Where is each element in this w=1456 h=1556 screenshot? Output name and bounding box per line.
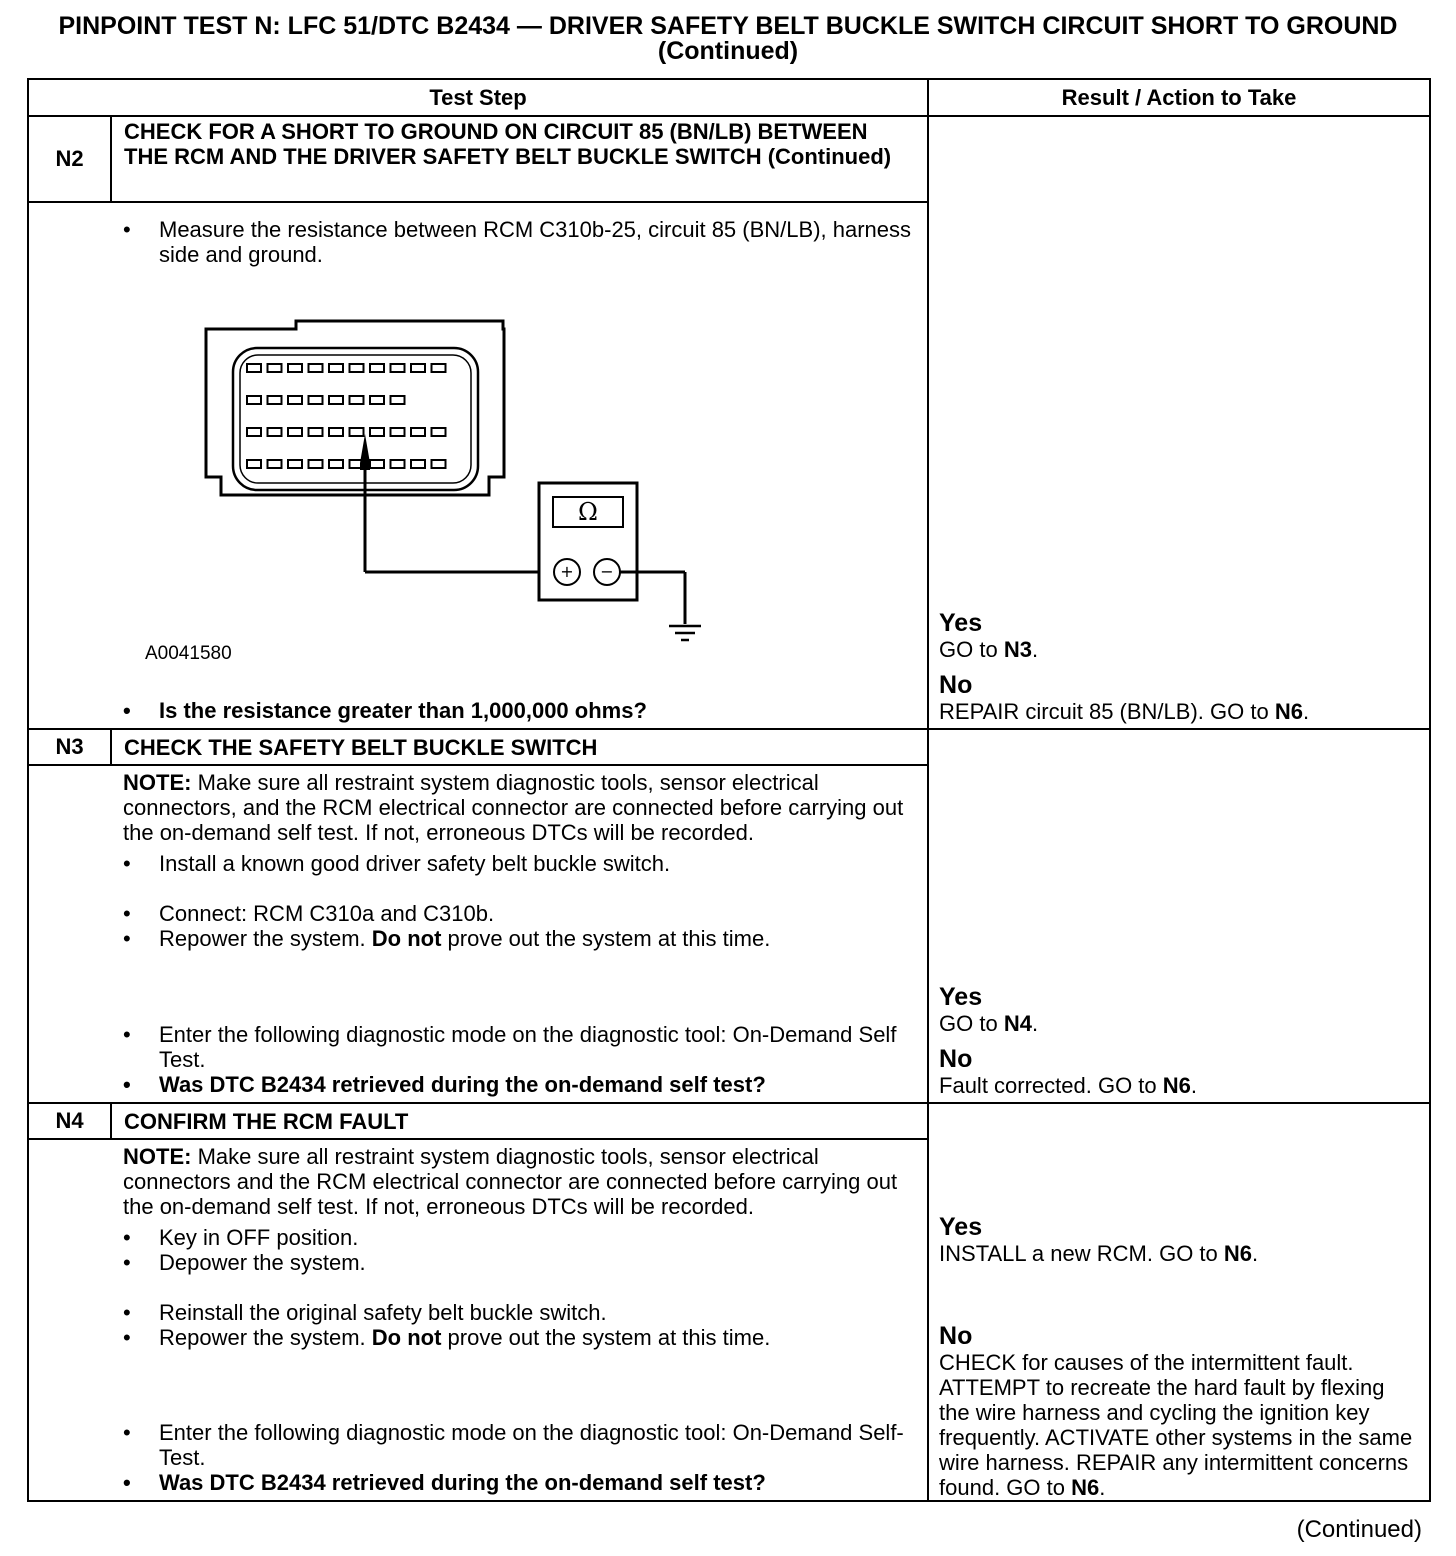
step-bullet: • Connect: RCM C310a and C310b. [123, 901, 915, 926]
pin-cavity [288, 396, 302, 404]
result-yes-action: GO to N4. [939, 1011, 1039, 1036]
step-n2-title-row [28, 116, 1430, 202]
page-title: PINPOINT TEST N: LFC 51/DTC B2434 — DRIVER SAFETY BELT BUCKLE SWITCH CIRCUIT SHORT TO GROUND (Continued) [58, 12, 1398, 65]
step-note: NOTE: Make sure all restraint system diagnostic tools, sensor electrical connectors and the RCM electrical connector are connected before carrying out the on-demand self test. If not, erroneous DTCs will be recorded. [123, 1144, 898, 1219]
pin-cavity [268, 364, 282, 372]
pin-cavity [391, 364, 405, 372]
pin-cavity [370, 364, 384, 372]
pin-cavity [391, 396, 405, 404]
pin-cavity [268, 460, 282, 468]
connector-pins [247, 364, 446, 468]
pin-cavity [370, 428, 384, 436]
pin-cavity [329, 428, 343, 436]
header-test-step: Test Step [28, 79, 928, 116]
pin-cavity [411, 364, 425, 372]
pin-cavity [350, 396, 364, 404]
pin-cavity [288, 460, 302, 468]
table-header-row [28, 79, 1430, 116]
pinpoint-test-table [27, 78, 1431, 1502]
result-yes-label: Yes [939, 1213, 983, 1241]
step-title-n3: CHECK THE SAFETY BELT BUCKLE SWITCH [111, 729, 928, 765]
result-yes-action: INSTALL a new RCM. GO to N6. [939, 1241, 1259, 1266]
step-title-n4: CONFIRM THE RCM FAULT [111, 1103, 928, 1139]
step-bullet: • Reinstall the original safety belt buckle switch. [123, 1300, 915, 1325]
step-number-n3: N3 [28, 729, 111, 765]
pin-cavity [288, 364, 302, 372]
pin-cavity [247, 364, 261, 372]
step-title-n2: CHECK FOR A SHORT TO GROUND ON CIRCUIT 85 (BN/LB) BETWEEN THE RCM AND THE DRIVER SAFETY BELT BUCKLE SWITCH (Continued) [111, 116, 928, 202]
step-body-n4 [111, 1139, 928, 1501]
step-question: • Was DTC B2434 retrieved during the on-demand self test? [123, 1470, 915, 1495]
pin-cavity [247, 396, 261, 404]
step-body-n2 [111, 202, 928, 729]
connector-ohmmeter-diagram [145, 302, 763, 702]
pin-cavity [309, 428, 323, 436]
pin-cavity [432, 460, 446, 468]
header-result-action: Result / Action to Take [928, 79, 1430, 116]
step-body-n3 [111, 765, 928, 1103]
pin-cavity [432, 428, 446, 436]
pin-cavity [247, 428, 261, 436]
pin-cavity [288, 428, 302, 436]
step-number-n4: N4 [28, 1103, 111, 1139]
result-cell-n4 [928, 1103, 1430, 1501]
pin-cavity [391, 460, 405, 468]
step-bullet: • Key in OFF position. [123, 1225, 915, 1250]
step-question: • Is the resistance greater than 1,000,000 ohms? [123, 698, 915, 723]
result-cell-n3 [928, 729, 1430, 1103]
result-no-label: No [939, 1045, 973, 1073]
pin-cavity [309, 460, 323, 468]
step-bullet: • Depower the system. [123, 1250, 915, 1275]
step-bullet: • Repower the system. Do not prove out the system at this time. [123, 926, 915, 951]
pin-cavity [309, 396, 323, 404]
pin-cavity [268, 396, 282, 404]
step-question: • Was DTC B2434 retrieved during the on-demand self test? [123, 1072, 915, 1097]
result-yes-label: Yes [939, 983, 983, 1011]
pin-cavity [370, 396, 384, 404]
pin-cavity [391, 428, 405, 436]
result-cell-n2 [928, 116, 1430, 729]
pin-cavity [411, 460, 425, 468]
pin-cavity [370, 460, 384, 468]
pin-cavity [329, 460, 343, 468]
figure-id: A0041580 [145, 643, 232, 664]
pin-cavity [411, 428, 425, 436]
positive-terminal-sign: + [560, 562, 574, 581]
pin-cavity [247, 460, 261, 468]
step-bullet: • Enter the following diagnostic mode on the diagnostic tool: On-Demand Self-Test. [123, 1420, 915, 1470]
ohm-symbol: Ω [578, 498, 598, 526]
negative-terminal-sign: − [600, 562, 614, 581]
step-bullet: • Install a known good driver safety belt buckle switch. [123, 851, 915, 876]
pin-cavity [268, 428, 282, 436]
step-bullet: • Measure the resistance between RCM C310b-25, circuit 85 (BN/LB), harness side and ground. [123, 217, 915, 267]
result-no-label: No [939, 671, 973, 699]
step-bullet: • Enter the following diagnostic mode on the diagnostic tool: On-Demand Self Test. [123, 1022, 915, 1072]
step-note: NOTE: Make sure all restraint system diagnostic tools, sensor electrical connectors, and the RCM electrical connector are connected before carrying out the on-demand self test. If not, erroneous DTCs will be recorded. [123, 770, 904, 845]
pin-cavity [432, 364, 446, 372]
result-no-action: REPAIR circuit 85 (BN/LB). GO to N6. [939, 699, 1310, 724]
pin-cavity [329, 364, 343, 372]
pin-cavity [309, 364, 323, 372]
step-number-n2: N2 [28, 116, 111, 202]
step-n4-title-row [28, 1103, 1430, 1139]
step-n3-title-row [28, 729, 1430, 765]
result-no-action: Fault corrected. GO to N6. [939, 1073, 1198, 1098]
result-no-action: CHECK for causes of the intermittent fault. ATTEMPT to recreate the hard fault by flexing the wire harness and cycling the ignition key frequently. ACTIVATE other systems in the same wire harness. REPAIR any intermittent concerns found. GO to N6. [939, 1350, 1413, 1500]
probe-tip-icon [360, 434, 370, 470]
result-no-label: No [939, 1322, 973, 1350]
pin-cavity [350, 364, 364, 372]
pin-cavity [329, 396, 343, 404]
connector-inner-seal [240, 355, 471, 483]
continued-label: (Continued) [1296, 1516, 1422, 1543]
result-yes-label: Yes [939, 609, 983, 637]
pin-cavity [350, 428, 364, 436]
step-bullet: • Repower the system. Do not prove out the system at this time. [123, 1325, 915, 1350]
result-yes-action: GO to N3. [939, 637, 1039, 662]
